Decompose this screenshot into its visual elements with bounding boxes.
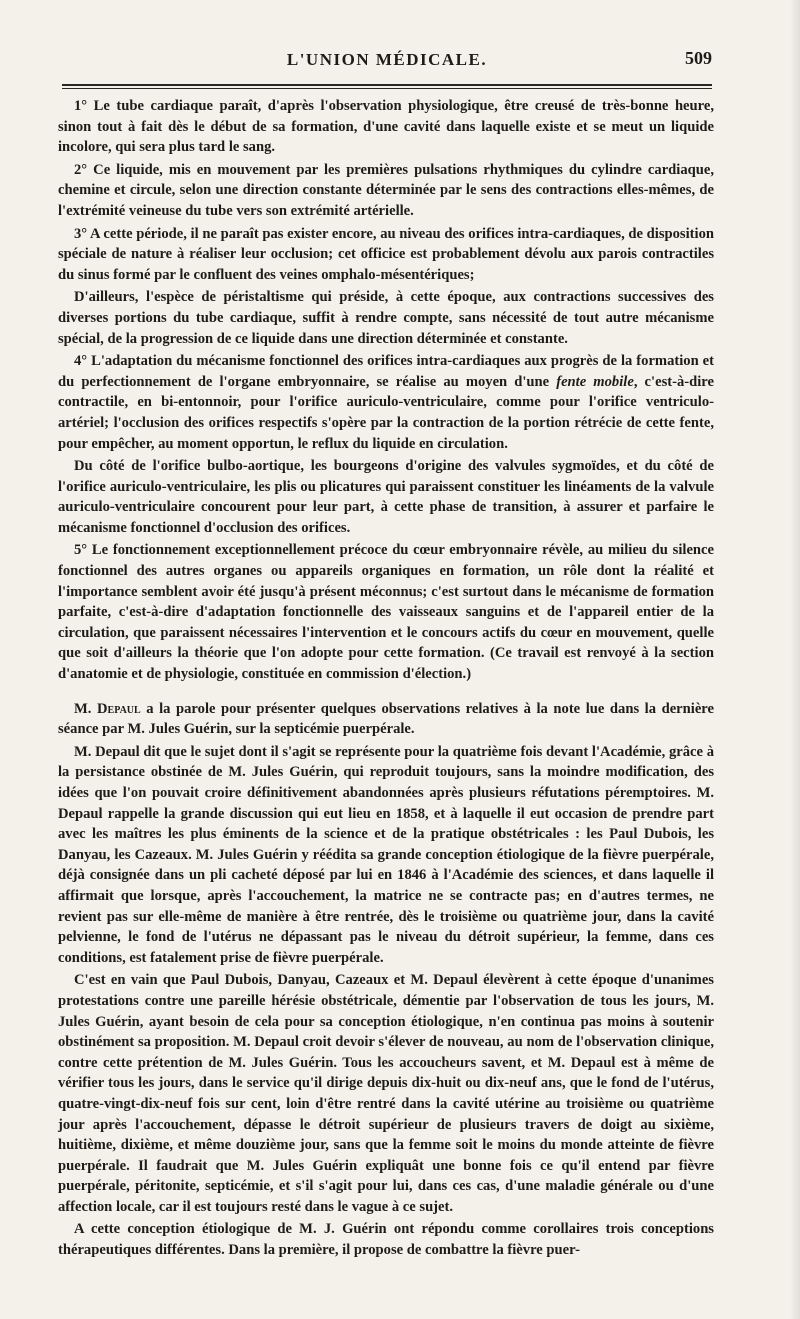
header-rule	[62, 84, 712, 86]
paragraph-8-text: a la parole pour présenter quelques observations relatives à la note lue dans la dernière séance par M. Jules Guérin, sur la septicémie puerpérale.	[58, 700, 714, 738]
paragraph-7: 5° Le fonctionnement exceptionnellement précoce du cœur embryonnaire révèle, au milieu du silence fonctionnel des autres organes ou appareils organiques en formation, un rôle dont la réalité et l'importance semblent avoir été jusqu'à présent méconnus; c'est surtout dans le mécanisme de formation parfaite, c'est-à-dire d'adaptation fonctionnelle des vaisseaux sanguins et de l'appareil entier de la circulation, que paraissent nécessaires l'intervention et le concours actifs du cœur en mouvement, quelle que soit d'ailleurs la théorie que l'on adopte pour cette formation. (Ce travail est renvoyé à la section d'anatomie et de physiologie, constituée en commission d'élection.)	[58, 542, 714, 683]
paragraph-11: A cette conception étiologique de M. J. Guérin ont répondu comme corollaires trois conceptions thérapeutiques différentes. Dans la première, il propose de combattre la fièvre puer-	[58, 1221, 714, 1259]
paragraph-4: D'ailleurs, l'espèce de péristaltisme qui préside, à cette époque, aux contractions successives des diverses portions du tube cardiaque, suffit à rendre compte, sans nécessité de tout autre mécanisme spécial, de la progression de ce liquide dans une direction déterminée et constante.	[58, 289, 714, 347]
page-number: 509	[685, 48, 712, 68]
italic-term: fente mobile	[556, 373, 634, 390]
paragraph-10: C'est en vain que Paul Dubois, Danyau, Cazeaux et M. Depaul élevèrent à cette époque d'unanimes protestations contre une pareille hérésie obstétricale, démentie par l'observation de tous les jours, M. Jules Guérin, ayant besoin de cela pour sa conception étiologique, n'en continua pas moins à soutenir obstinément sa proposition. M. Depaul croit devoir s'élever de nouveau, au nom de l'observation clinique, contre cette prétention de M. Jules Guérin. Tous les accoucheurs savent, et M. Depaul est à même de vérifier tous les jours, dans le service qu'il dirige depuis dix-huit ou dix-neuf ans, que le fond de l'utérus, quatre-vingt-dix-neuf fois sur cent, loin d'être rentré dans la cavité utérine au troisième ou quatrième jour après l'accouchement, dépasse le détroit supérieur de plusieurs travers de doigt au sixième, huitième, dixième, et même douzième jour, sans que la femme soit le moins du monde atteinte de fièvre puerpérale. Il faudrait que M. Jules Guérin expliquât une bonne fois ce qu'il entend par fièvre puerpérale, péritonite, septicémie, et s'il s'agit pour lui, dans ces cas, d'une maladie générale ou d'une affection locale, car il est toujours resté dans le vague à ce sujet.	[58, 972, 714, 1215]
page-edge-shadow	[790, 0, 800, 1319]
paragraph-2: 2° Ce liquide, mis en mouvement par les premières pulsations rhythmiques du cylindre cardiaque, chemine et circule, selon une direction constante déterminée par le sens des contractions elles-mêmes, de l'extrémité veineuse du tube vers son extrémité artérielle.	[58, 161, 714, 219]
running-title: L'UNION MÉDICALE.	[286, 50, 488, 69]
speaker-name: Depaul	[97, 700, 141, 717]
paragraph-1: 1° Le tube cardiaque paraît, d'après l'observation physiologique, être creusé de très-bonne heure, sinon tout à fait dès le début de sa formation, d'une cavité dans laquelle existe et se meut un liquide incolore, qui sera plus tard le sang.	[58, 98, 714, 156]
paragraph-5-end: , c'est-à-dire contractile, en bi-entonnoir, pour l'orifice auriculo-ventriculaire, comme pour l'orifice ventriculo-artériel; l'occlusion des orifices respectifs s'opère par la contraction de la portion rétrécie de cette fente, pour empêcher, au moment opportun, le reflux du liquide en circulation.	[58, 373, 714, 452]
paragraph-5-start: 4° L'adaptation du mécanisme fonctionnel des orifices intra-cardiaques aux progrès de la formation et du perfectionnement de l'organe embryonnaire, se réalise au moyen d'une	[58, 353, 714, 390]
page-header	[62, 46, 712, 76]
paragraph-6: Du côté de l'orifice bulbo-aortique, les bourgeons d'origine des valvules sygmoïdes, et du côté de l'orifice auriculo-ventriculaire, les plis ou plicatures qui paraissent constituer les linéaments de la valvule auriculo-ventriculaire concourent pour leur part, à cette phase de transition, à assurer et parfaire le mécanisme fonctionnel d'occlusion des orifices.	[58, 458, 714, 536]
paragraph-3: 3° A cette période, il ne paraît pas exister encore, au niveau des orifices intra-cardiaques, de disposition spéciale de nature à réaliser leur occlusion; cet officice est probablement dévolu aux parois contractiles du sinus formé par le confluent des veines omphalo-mésentériques;	[58, 225, 714, 283]
paragraph-8	[58, 699, 714, 740]
paragraph-9: M. Depaul dit que le sujet dont il s'agit se représente pour la quatrième fois devant l'Académie, grâce à la persistance obstinée de M. Jules Guérin, qui reproduit toujours, sans la moindre modification, des idées que l'on pouvait croire définitivement abandonnées après plusieurs réfutations péremptoires. M. Depaul rappelle la grande discussion qui eut lieu en 1858, et à laquelle il eut occasion de prendre part avec les maîtres les plus éminents de la science et de la pratique obstétricales : les Paul Dubois, les Danyau, les Cazeaux. M. Jules Guérin y réédita sa grande conception étiologique de la fièvre puerpérale, déjà consignée dans un pli cacheté déposé par lui en 1846 à l'Académie des sciences, et dans laquelle il affirmait que lorsque, après l'accouchement, la matrice ne se contracte pas; en d'autres termes, ne revient pas sur elle-même de manière à être rentrée, dès le troisième ou quatrième jour, dans la cavité pelvienne, le fond de l'utérus ne dépassant pas le niveau du détroit supérieur, la femme, dans ces conditions, est fatalement prise de fièvre puerpérale.	[58, 743, 714, 966]
speaker-prefix: M.	[74, 700, 92, 717]
article-body	[58, 96, 714, 1263]
paragraph-5	[58, 351, 714, 454]
header-rule-thin	[62, 88, 712, 89]
